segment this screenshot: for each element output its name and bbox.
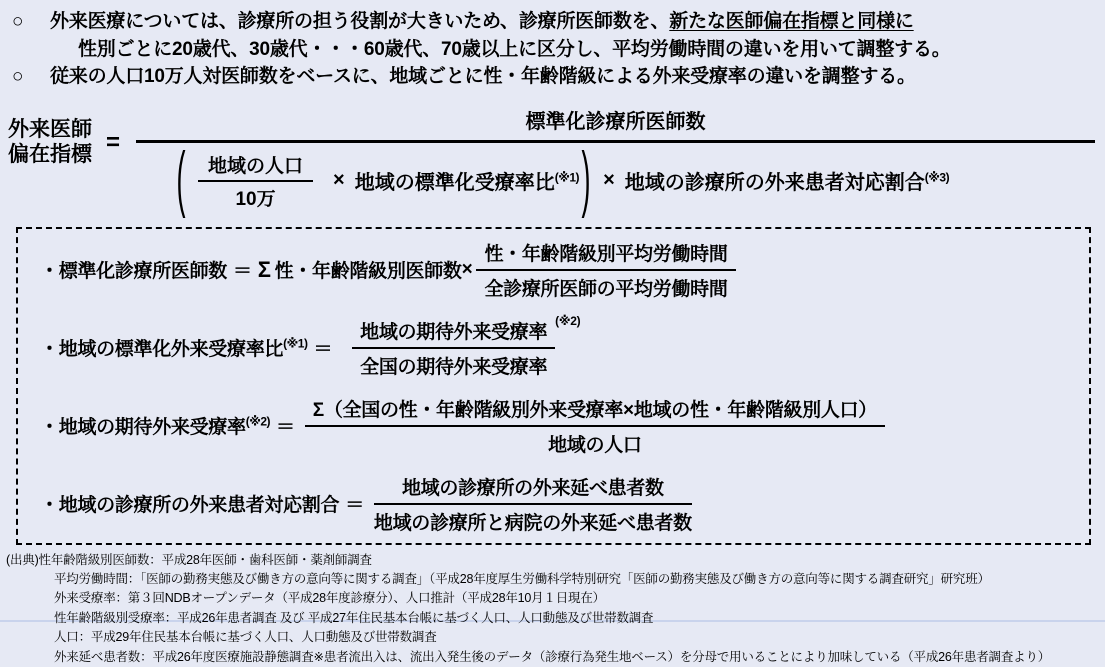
source-line-6: 外来延べ患者数：平成26年度医療施設静態調査※患者流出入は、流出入発生後のデータ（診療行為発生地ベース）を分母で用いることにより加味している（平成26年患者調査より） <box>54 649 1051 664</box>
main-fraction <box>136 105 1095 220</box>
def1-fraction <box>476 239 735 301</box>
formula-lhs-line2: 偏在指標 <box>8 142 92 166</box>
factor-2-text: 地域の診療所の外来患者対応割合 <box>624 172 925 195</box>
bullet-item-2 <box>12 63 1099 91</box>
source-line-5: 人口：平成29年住民基本台帳に基づく人口、人口動態及び世帯数調査 <box>54 630 437 645</box>
open-paren: ( <box>176 138 186 220</box>
bullet-item-1 <box>12 8 1099 36</box>
source-line-4: 性年齢階級別受療率：平成26年患者調査 及び 平成27年住民基本台帳に基づく人口、人口動態及び世帯数調査 <box>54 610 654 625</box>
def1-label: ・標準化診療所医師数 <box>40 261 228 283</box>
def4-fraction-den: 地域の診療所と病院の外来延べ患者数 <box>373 512 692 534</box>
definition-row-outpatient-share <box>40 473 1079 535</box>
bullet-1-text <box>50 8 914 36</box>
equals-sign: = <box>106 128 121 156</box>
factor-outpatient-share <box>625 166 949 195</box>
close-paren: ) <box>581 138 591 220</box>
def3-fraction-num: Σ（全国の性・年齢階級別外来受療率×地域の性・年齢階級別人口） <box>305 395 885 427</box>
def3-label <box>40 412 270 439</box>
circle-bullet-icon: ○ <box>12 66 24 88</box>
source-line-3: 外来受療率：第３回NDBオープンデータ（平成28年度診療分）、人口推計（平成28年10月１日現在） <box>54 591 605 606</box>
formula-lhs-line1: 外来医師 <box>8 117 92 141</box>
footnote-ref-1: (※1) <box>283 336 308 351</box>
circle-bullet-icon: ○ <box>12 11 24 32</box>
population-fraction-den: 10万 <box>235 188 276 210</box>
factor-1-text: 地域の標準化受療率比 <box>354 172 555 195</box>
bullet-1-text-underlined: 新たな医師偏在指標と同様に <box>669 11 914 32</box>
def3-label-text: ・地域の期待外来受療率 <box>40 417 246 439</box>
source-line-2: 平均労働時間：「医師の勤務実態及び働き方の意向等に関する調査」（平成28年度厚生労働科学特別研究「医師の勤務実態及び働き方の意向等に関する調査研究」研究班） <box>54 572 990 587</box>
def1-pre: 性・年齢階級別医師数 <box>274 261 462 283</box>
footnote-ref-3: (※3) <box>924 170 950 185</box>
equals-sign: ＝ <box>345 495 364 517</box>
footnote-ref-2: (※2) <box>555 313 581 328</box>
def1-fraction-den: 全診療所医師の平均労働時間 <box>484 278 728 300</box>
sigma-symbol: Σ <box>257 256 271 282</box>
source-line-1: (出典)性年齢階級別医師数：平成28年医師・歯科医師・薬剤師調査 <box>6 552 372 567</box>
population-fraction-num: 地域の人口 <box>198 151 313 182</box>
population-fraction <box>198 151 313 211</box>
def2-fraction <box>352 313 581 379</box>
multiply-sign: × <box>461 258 473 280</box>
def1-fraction-num: 性・年齢階級別平均労働時間 <box>476 239 735 271</box>
def3-fraction-den: 地域の人口 <box>548 434 642 456</box>
footnote-ref-1: (※1) <box>554 170 580 185</box>
definition-row-standardized-rate-ratio <box>40 313 1079 379</box>
source-notes <box>0 545 1105 667</box>
main-fraction-denominator <box>136 138 1095 220</box>
equals-sign: ＝ <box>313 339 333 361</box>
def4-label: ・地域の診療所の外来患者対応割合 <box>40 495 340 517</box>
def3-fraction <box>305 395 885 457</box>
definition-row-standardized-doctors <box>40 239 1079 301</box>
definitions-box <box>16 227 1091 545</box>
def2-fraction-num: 地域の期待外来受療率 <box>352 317 555 349</box>
multiply-sign: × <box>603 169 615 192</box>
equals-sign: ＝ <box>276 417 295 439</box>
def2-label-text: ・地域の標準化外来受療率比 <box>40 339 284 361</box>
def2-fraction-den: 全国の期待外来受療率 <box>360 356 548 378</box>
bullet-1-line2: 性別ごとに20歳代、30歳代・・・60歳代、70歳以上に区分し、平均労働時間の違いを用いて調整する。 <box>78 38 951 60</box>
footnote-ref-2: (※2) <box>245 414 271 429</box>
formula-lhs <box>8 117 92 167</box>
definition-row-expected-rate <box>40 395 1079 457</box>
bullet-2-text: 従来の人口10万人対医師数をベースに、地域ごとに性・年齢階級による外来受療率の違いを調整する。 <box>50 66 916 88</box>
multiply-sign: × <box>333 169 345 192</box>
bullet-1-text-pre: 外来医療については、診療所の担う役割が大きいため、診療所医師数を、 <box>50 11 670 32</box>
equals-sign: ＝ <box>233 261 252 283</box>
def4-fraction-num: 地域の診療所の外来延べ患者数 <box>374 473 692 505</box>
intro-bullets <box>0 0 1105 91</box>
main-fraction-numerator: 標準化診療所医師数 <box>525 110 706 133</box>
def4-fraction <box>374 473 692 535</box>
main-formula <box>0 91 1105 220</box>
factor-standardized-rate <box>355 166 579 195</box>
def2-label <box>40 334 307 361</box>
